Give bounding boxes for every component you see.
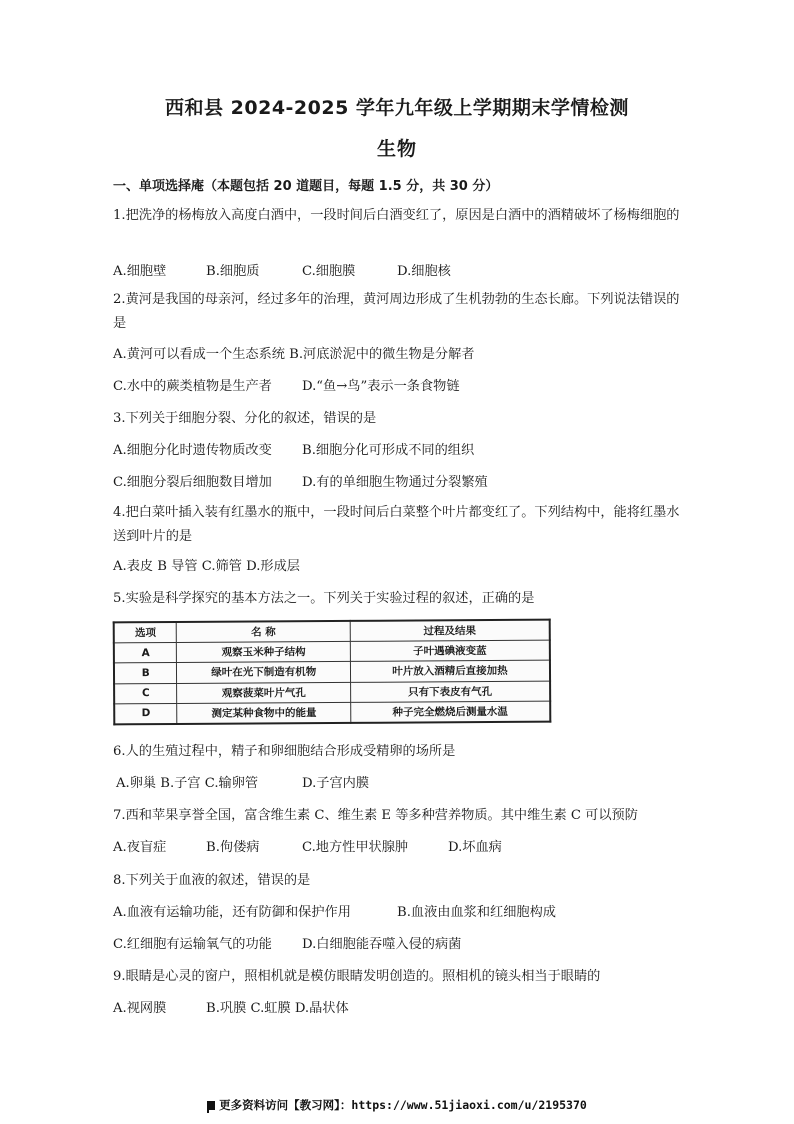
- table-cell: A: [114, 643, 177, 664]
- q2-option-d: D.“鱼→鸟”表示一条食物链: [302, 379, 460, 394]
- q3-option-a: A.细胞分化时遗传物质改变: [113, 443, 272, 458]
- table-cell: 观察玉米种子结构: [177, 642, 350, 663]
- question-4-stem: 4.把白菜叶插入装有红墨水的瓶中，一段时间后白菜整个叶片都变红了。下列结构中，能将红墨水送到叶片的是: [113, 505, 680, 544]
- q9-option-bcd: B.巩膜 C.虹膜 D.晶状体: [206, 1001, 349, 1016]
- q8-option-a: A.血液有运输功能，还有防御和保护作用: [113, 905, 351, 920]
- table-cell: 绿叶在光下制造有机物: [177, 662, 350, 683]
- q7-option-b: B.佝偻病: [206, 840, 260, 855]
- q1-option-a: A.细胞壁: [113, 264, 167, 279]
- question-9-stem: 9.眼睛是心灵的窗户，照相机就是模仿眼睛发明创造的。照相机的镜头相当于眼睛的: [113, 969, 601, 984]
- footer-text[interactable]: 更多资料访问【教习网】：https://www.51jiaoxi.com/u/2195370: [219, 1098, 587, 1112]
- question-2-stem: 2.黄河是我国的母亲河，经过多年的治理，黄河周边形成了生机勃勃的生态长廊。下列说法错误的是: [113, 292, 680, 331]
- flag-icon: [207, 1101, 215, 1110]
- q8-option-d: D.白细胞能吞噬入侵的病菌: [302, 937, 462, 952]
- q2-option-c: C.水中的蕨类植物是生产者: [113, 379, 272, 394]
- table-cell: 观察菠菜叶片气孔: [177, 682, 350, 703]
- table-cell: B: [114, 663, 177, 684]
- q6-option-d: D.子宫内膜: [302, 776, 370, 791]
- subject-title: 生物: [376, 138, 417, 160]
- q9-option-a: A.视网膜: [113, 1001, 167, 1016]
- question-1-stem: 1.把洗净的杨梅放入高度白酒中，一段时间后白酒变红了，原因是白酒中的酒精破坏了杨梅细胞的: [113, 208, 680, 223]
- table-row: [114, 701, 550, 724]
- table-row: [114, 681, 550, 704]
- q3-option-b: B.细胞分化可形成不同的组织: [302, 443, 475, 458]
- q8-option-c: C.红细胞有运输氧气的功能: [113, 937, 272, 952]
- table-header: 选项: [114, 622, 177, 643]
- table-cell: C: [114, 683, 177, 704]
- q1-option-b: B.细胞质: [206, 264, 260, 279]
- question-6-stem: 6.人的生殖过程中，精子和卵细胞结合形成受精卵的场所是: [113, 744, 456, 759]
- table-row: [114, 661, 550, 684]
- table-header: 过程及结果: [350, 620, 550, 642]
- q2-option-ab: A.黄河可以看成一个生态系统 B.河底淤泥中的微生物是分解者: [113, 347, 475, 362]
- question-5-stem: 5.实验是科学探究的基本方法之一。下列关于实验过程的叙述，正确的是: [113, 591, 535, 606]
- section-heading: 一、单项选择庵（本题包括 20 道题目，每题 1.5 分，共 30 分）: [113, 179, 499, 194]
- question-3-stem: 3.下列关于细胞分裂、分化的叙述，错误的是: [113, 411, 377, 426]
- experiment-table: [113, 619, 552, 726]
- q7-option-a: A.夜盲症: [113, 840, 167, 855]
- question-8-stem: 8.下列关于血液的叙述，错误的是: [113, 873, 311, 888]
- q1-option-c: C.细胞膜: [302, 264, 356, 279]
- exam-title: 西和县 2024-2025 学年九年级上学期期末学情检测: [165, 97, 629, 119]
- q7-option-c: C.地方性甲状腺肿: [302, 840, 409, 855]
- table-header: 名 称: [177, 621, 350, 643]
- q8-option-b: B.血液由血浆和红细胞构成: [397, 905, 556, 920]
- table-cell: D: [114, 703, 177, 724]
- q4-options: A.表皮 B 导管 C.筛管 D.形成层: [113, 559, 300, 574]
- table-row: [114, 640, 550, 663]
- question-7-stem: 7.西和苹果享誉全国，富含维生素 C、维生素 E 等多种营养物质。其中维生素 C 可以预防: [113, 808, 638, 823]
- q1-option-d: D.细胞核: [397, 264, 451, 279]
- table-cell: 子叶遇碘液变蓝: [350, 640, 550, 661]
- q3-option-c: C.细胞分裂后细胞数目增加: [113, 475, 272, 490]
- table-header-row: [114, 620, 550, 643]
- table-cell: 种子完全燃烧后测量水温: [351, 701, 551, 723]
- q7-option-d: D.坏血病: [448, 840, 502, 855]
- q3-option-d: D.有的单细胞生物通过分裂繁殖: [302, 475, 488, 490]
- table-cell: 叶片放入酒精后直接加热: [350, 661, 550, 682]
- q6-option-abc: A.卵巢 B.子宫 C.输卵管: [116, 776, 259, 791]
- footer-link[interactable]: [0, 1097, 794, 1113]
- table-cell: 只有下表皮有气孔: [350, 681, 550, 702]
- table-cell: 测定某种食物中的能量: [177, 702, 350, 724]
